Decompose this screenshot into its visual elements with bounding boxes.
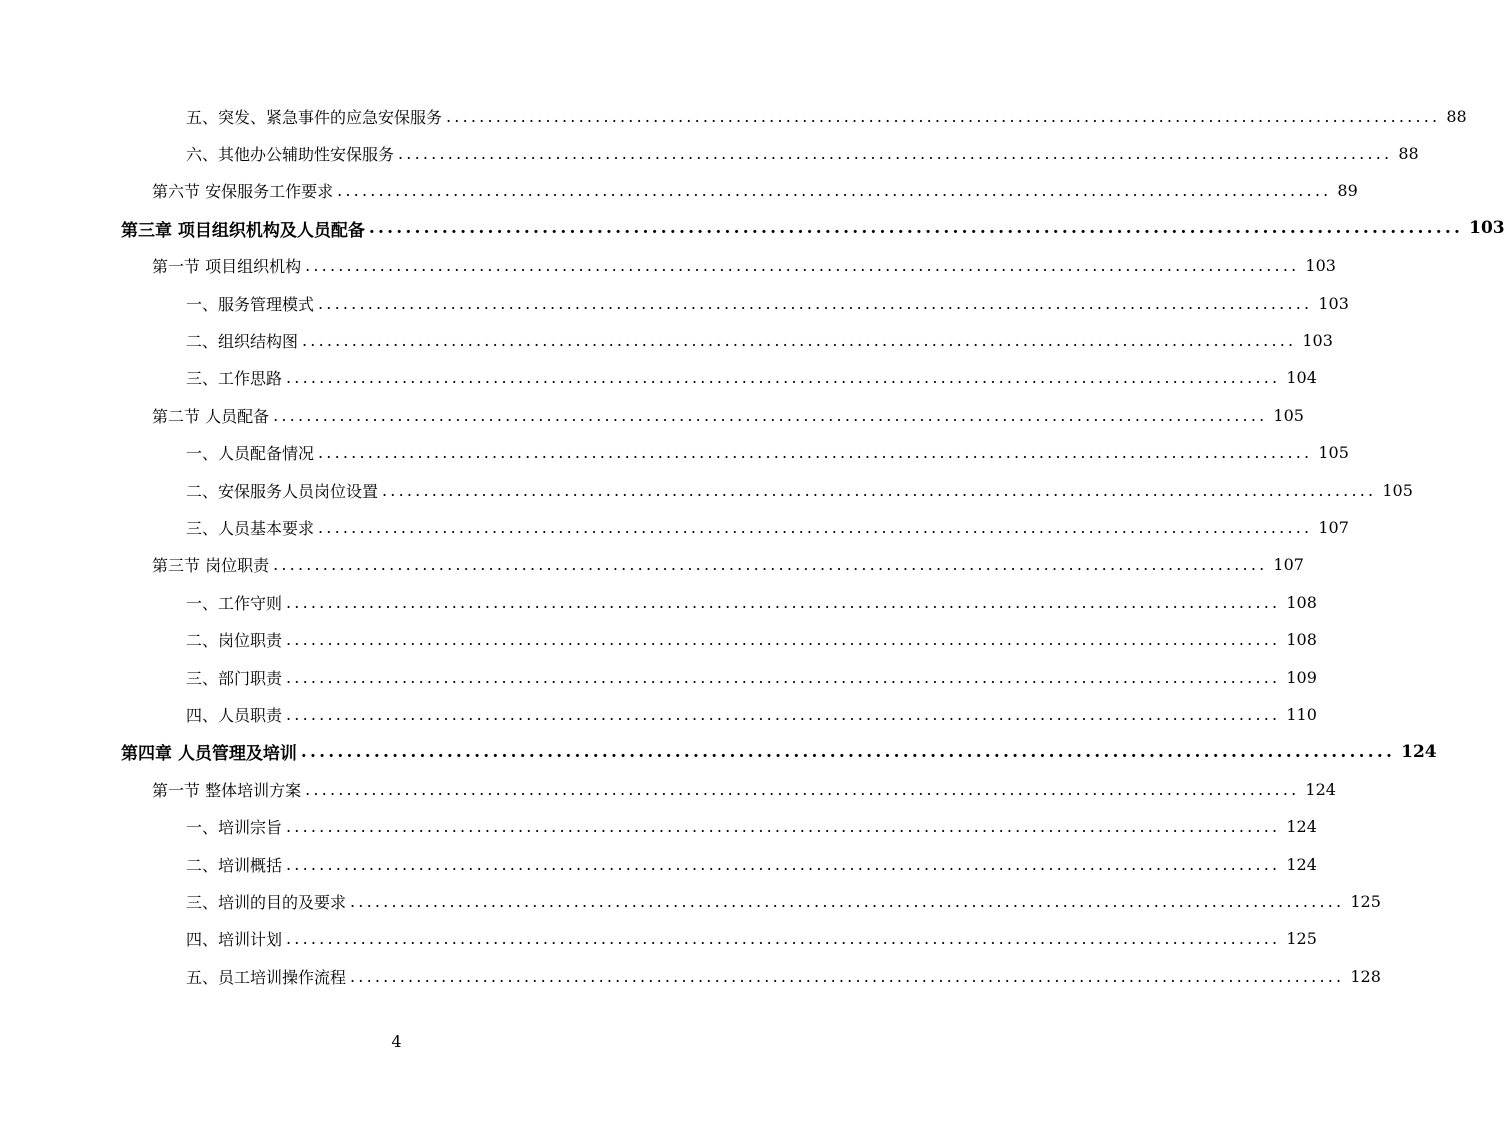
toc-entry-title: 二、安保服务人员岗位设置 <box>186 481 379 501</box>
toc-entry-page: 107 <box>1318 517 1349 537</box>
toc-dot-leader: ........................................................................................................................ <box>318 443 1313 463</box>
toc-entry-page: 105 <box>1382 480 1413 500</box>
toc-entry[interactable] <box>186 924 1317 954</box>
toc-entry-page: 107 <box>1273 555 1304 575</box>
toc-entry-title: 第四章 人员管理及培训 <box>121 744 297 765</box>
toc-dot-leader: ........................................................................................................................ <box>305 256 1300 276</box>
toc-entry[interactable] <box>186 475 1413 505</box>
toc-entry[interactable] <box>186 662 1317 692</box>
toc-entry-title: 一、服务管理模式 <box>186 294 315 314</box>
toc-dot-leader: ........................................................................................................................ <box>350 966 1345 986</box>
toc-entry-title: 第六节 安保服务工作要求 <box>152 182 334 202</box>
toc-entry[interactable] <box>152 774 1336 804</box>
toc-entry-page: 124 <box>1286 854 1317 874</box>
toc-entry[interactable] <box>186 363 1317 393</box>
toc-entry-title: 一、人员配备情况 <box>186 444 315 464</box>
toc-dot-leader: ........................................................................................................................ <box>350 891 1345 911</box>
toc-entry[interactable] <box>186 138 1419 168</box>
toc-dot-leader: ........................................................................................................................ <box>286 929 1281 949</box>
toc-entry[interactable] <box>186 438 1349 468</box>
toc-entry[interactable] <box>186 625 1317 655</box>
toc-entry[interactable] <box>186 699 1317 729</box>
toc-dot-leader: ........................................................................................................................ <box>273 405 1268 425</box>
toc-entry-page: 110 <box>1286 704 1317 724</box>
toc-entry[interactable] <box>121 213 1505 243</box>
toc-entry-title: 第三章 项目组织机构及人员配备 <box>121 220 365 241</box>
toc-entry[interactable] <box>186 886 1381 916</box>
toc-dot-leader: ........................................................................................................................ <box>286 368 1281 388</box>
toc-entry-title: 五、突发、紧急事件的应急安保服务 <box>186 107 443 127</box>
toc-entry-title: 三、培训的目的及要求 <box>186 892 347 912</box>
toc-entry-page: 104 <box>1286 368 1317 388</box>
toc-dot-leader: ........................................................................................................................ <box>368 218 1464 239</box>
page-number: 4 <box>391 1032 402 1051</box>
toc-entry[interactable] <box>186 101 1467 131</box>
toc-dot-leader: ........................................................................................................................ <box>286 704 1281 724</box>
toc-entry-page: 89 <box>1337 181 1358 201</box>
toc-entry-title: 一、培训宗旨 <box>186 818 283 838</box>
toc-dot-leader: ........................................................................................................................ <box>300 741 1396 762</box>
toc-entry[interactable] <box>186 849 1317 879</box>
toc-dot-leader: ........................................................................................................................ <box>398 143 1393 163</box>
toc-entry-title: 四、人员职责 <box>186 705 283 725</box>
toc-entry-page: 105 <box>1318 443 1349 463</box>
toc-entry-title: 四、培训计划 <box>186 930 283 950</box>
toc-dot-leader: ........................................................................................................................ <box>286 592 1281 612</box>
toc-entry[interactable] <box>186 961 1381 991</box>
toc-entry-page: 103 <box>1469 218 1505 239</box>
toc-entry-title: 二、培训概括 <box>186 855 283 875</box>
toc-entry-title: 第一节 整体培训方案 <box>152 780 302 800</box>
toc-entry-page: 103 <box>1305 256 1336 276</box>
toc-entry-page: 125 <box>1350 891 1381 911</box>
toc-entry-title: 六、其他办公辅助性安保服务 <box>186 144 395 164</box>
toc-entry-page: 124 <box>1305 779 1336 799</box>
toc-dot-leader: ........................................................................................................................ <box>337 181 1332 201</box>
toc-entry[interactable] <box>186 587 1317 617</box>
toc-entry-title: 第二节 人员配备 <box>152 406 270 426</box>
toc-entry[interactable] <box>186 288 1349 318</box>
toc-entry[interactable] <box>121 737 1437 767</box>
toc-dot-leader: ........................................................................................................................ <box>286 854 1281 874</box>
toc-entry[interactable] <box>152 176 1358 206</box>
toc-entry-title: 三、人员基本要求 <box>186 518 315 538</box>
toc-dot-leader: ........................................................................................................................ <box>286 630 1281 650</box>
toc-entry[interactable] <box>152 251 1336 281</box>
toc-dot-leader: ........................................................................................................................ <box>305 779 1300 799</box>
toc-entry-page: 88 <box>1398 143 1419 163</box>
toc-entry[interactable] <box>186 325 1333 355</box>
toc-dot-leader: ........................................................................................................................ <box>273 555 1268 575</box>
toc-entry-page: 128 <box>1350 966 1381 986</box>
toc-entry-page: 124 <box>1401 741 1437 762</box>
toc-entry[interactable] <box>152 400 1304 430</box>
toc-entry-title: 三、部门职责 <box>186 668 283 688</box>
toc-entry-title: 三、工作思路 <box>186 369 283 389</box>
toc-entry-page: 125 <box>1286 929 1317 949</box>
toc-entry-page: 108 <box>1286 630 1317 650</box>
toc-entry[interactable] <box>152 550 1304 580</box>
toc-dot-leader: ........................................................................................................................ <box>318 517 1313 537</box>
toc-entry-page: 103 <box>1302 330 1333 350</box>
toc-dot-leader: ........................................................................................................................ <box>446 106 1441 126</box>
toc-entry-page: 103 <box>1318 293 1349 313</box>
toc-entry-title: 二、岗位职责 <box>186 631 283 651</box>
toc-entry[interactable] <box>186 512 1349 542</box>
toc-entry-title: 一、工作守则 <box>186 593 283 613</box>
toc-entry-page: 105 <box>1273 405 1304 425</box>
toc-entry-page: 124 <box>1286 817 1317 837</box>
toc-entry-title: 二、组织结构图 <box>186 331 299 351</box>
toc-entry-title: 第一节 项目组织机构 <box>152 257 302 277</box>
toc-entry[interactable] <box>186 812 1317 842</box>
toc-entry-title: 第三节 岗位职责 <box>152 556 270 576</box>
toc-dot-leader: ........................................................................................................................ <box>286 667 1281 687</box>
toc-entry-page: 88 <box>1446 106 1467 126</box>
toc-dot-leader: ........................................................................................................................ <box>318 293 1313 313</box>
toc-dot-leader: ........................................................................................................................ <box>382 480 1377 500</box>
toc-entry-title: 五、员工培训操作流程 <box>186 967 347 987</box>
toc-entry-page: 108 <box>1286 592 1317 612</box>
toc-entry-page: 109 <box>1286 667 1317 687</box>
toc-dot-leader: ........................................................................................................................ <box>302 330 1297 350</box>
toc-dot-leader: ........................................................................................................................ <box>286 817 1281 837</box>
